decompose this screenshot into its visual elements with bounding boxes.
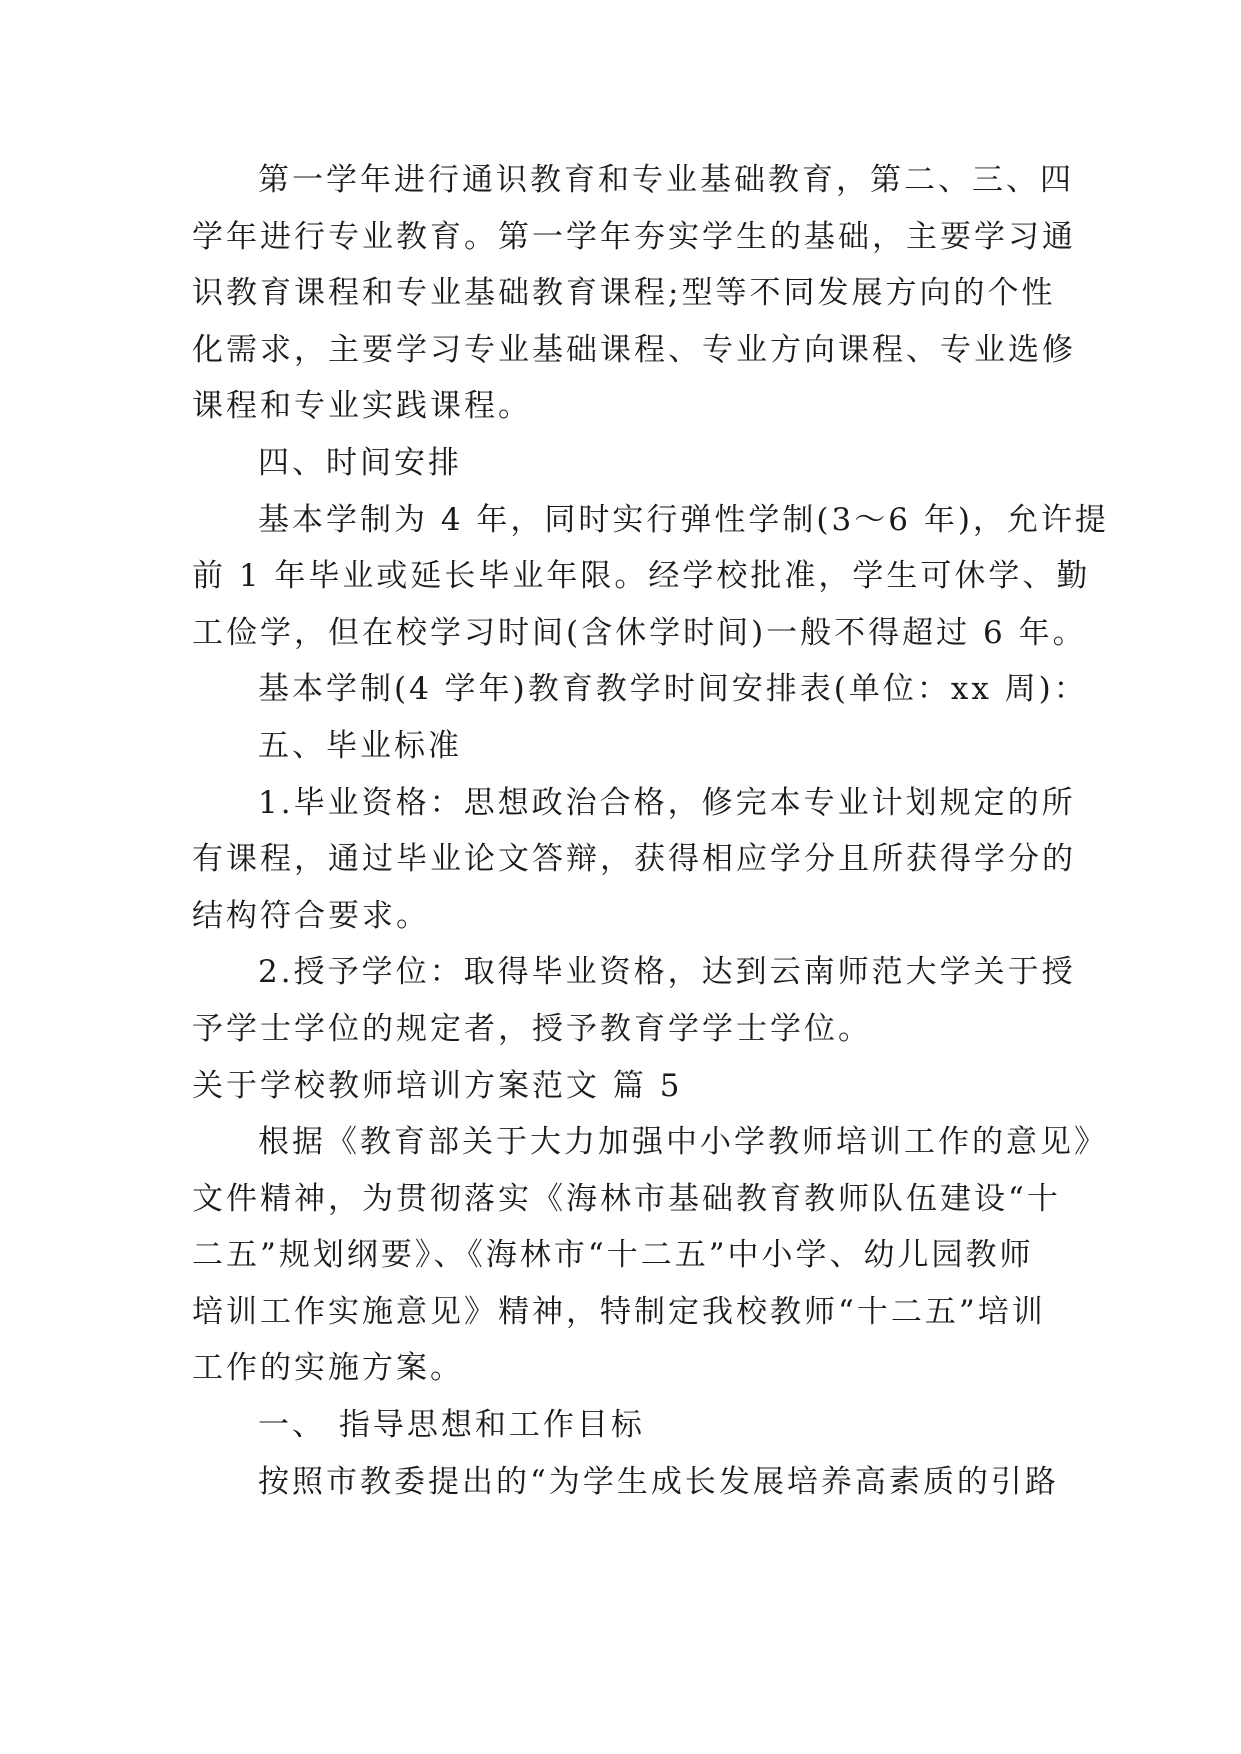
paragraph-line: 根据《教育部关于大力加强中小学教师培训工作的意见》: [258, 1124, 1108, 1161]
paragraph-line: 1.毕业资格：思想政治合格，修完本专业计划规定的所: [258, 784, 1076, 821]
paragraph-line: 结构符合要求。: [192, 897, 430, 934]
paragraph-line: 2.授予学位：取得毕业资格，达到云南师范大学关于授: [258, 954, 1076, 991]
paragraph-line: 培训工作实施意见》精神，特制定我校教师“十二五”培训: [192, 1293, 1046, 1330]
paragraph-line: 文件精神，为贯彻落实《海林市基础教育教师队伍建设“十: [192, 1180, 1061, 1217]
section-heading: 一、 指导思想和工作目标: [258, 1407, 645, 1444]
article-title: 关于学校教师培训方案范文 篇 5: [192, 1067, 683, 1104]
paragraph-line: 予学士学位的规定者，授予教育学学士学位。: [192, 1010, 872, 1047]
paragraph-line: 二五”规划纲要》、《海林市“十二五”中小学、幼儿园教师: [192, 1237, 1034, 1274]
paragraph-line: 前 1 年毕业或延长毕业年限。经学校批准，学生可休学、勤: [192, 558, 1091, 595]
paragraph-line: 基本学制(4 学年)教育教学时间安排表(单位：xx 周)：: [258, 671, 1088, 708]
paragraph-line: 按照市教委提出的“为学生成长发展培养高素质的引路: [258, 1463, 1059, 1500]
paragraph-line: 有课程，通过毕业论文答辩，获得相应学分且所获得学分的: [192, 841, 1076, 878]
paragraph-line: 基本学制为 4 年，同时实行弹性学制(3～6 年)，允许提: [258, 501, 1109, 538]
paragraph-line: 工俭学，但在校学习时间(含休学时间)一般不得超过 6 年。: [192, 614, 1087, 651]
paragraph-line: 课程和专业实践课程。: [192, 388, 532, 425]
paragraph-line: 识教育课程和专业基础教育课程;型等不同发展方向的个性: [192, 275, 1056, 312]
paragraph-line: 第一学年进行通识教育和专业基础教育，第二、三、四: [258, 162, 1074, 198]
section-heading: 五、毕业标准: [258, 727, 462, 764]
paragraph-line: 学年进行专业教育。第一学年夯实学生的基础，主要学习通: [192, 218, 1076, 255]
section-heading: 四、时间安排: [258, 444, 462, 481]
document-body: [192, 152, 1109, 1510]
paragraph-line: 化需求，主要学习专业基础课程、专业方向课程、专业选修: [192, 331, 1076, 368]
paragraph-line: 工作的实施方案。: [192, 1350, 464, 1387]
